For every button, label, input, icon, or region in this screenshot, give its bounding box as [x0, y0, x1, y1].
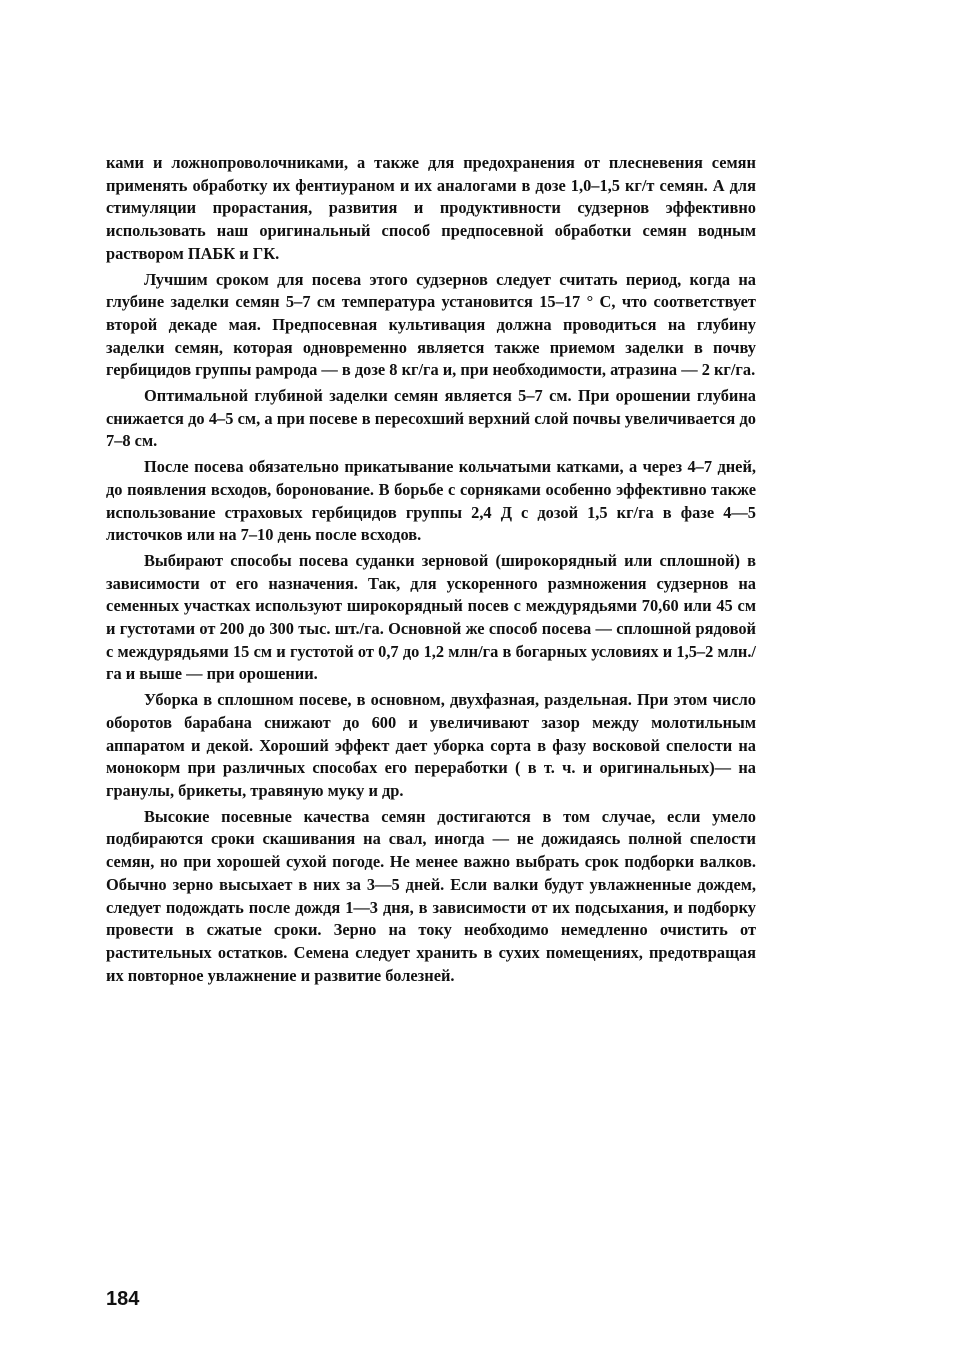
paragraph-5: Выбирают способы посева суданки зерновой (широкорядный или сплошной) в зависимости от его назначения. Так, для ускоренного размножения судзернов на семенных участках используют широкорядный посев с междурядьями 70,60 или 45 см и густотами от 200 до 300 тыс. шт./га. Основной же способ посева — сплошной рядовой с междурядьями 15 см и густотой от 0,7 до 1,2 млн/га в богарных условиях и 1,5–2 млн./га и выше — при орошении.: [106, 550, 756, 684]
paragraph-1: ками и ложнопроволочниками, а также для предохранения от плесневения семян применять обработку их фентиураном и их аналогами в дозе 1,0–1,5 кг/т семян. А для стимуляции прорастания, развития и продуктивности судзернов эффективно использовать наш оригинальный способ предпосевной обработки семян водным раствором ПАБК и ГК.: [106, 153, 756, 263]
paragraph-3: Оптимальной глубиной заделки семян является 5–7 см. При орошении глубина снижается до 4–5 см, а при посеве в пересохший верхний слой почвы увеличивается до 7–8 см.: [106, 386, 756, 451]
paragraph-2: Лучшим сроком для посева этого судзернов следует считать период, когда на глубине заделки семян 5–7 см температура установится 15–17 ° С, что соответствует второй декаде мая. Предпосевная культивация должна проводиться на глубину заделки семян, которая одновременно является также приемом заделки в почву гербицидов группы рамрода — в дозе 8 кг/га и, при необходимости, атразина — 2 кг/га.: [106, 269, 756, 380]
paragraph-6: Уборка в сплошном посеве, в основном, двухфазная, раздельная. При этом число оборотов барабана снижают до 600 и увеличивают зазор между молотильным аппаратом и декой. Хороший эффект дает уборка сорта в фазу восковой спелости на монокорм при различных способах его переработки ( в т. ч. и оригинальных)— на гранулы, брикеты, травяную муку и др.: [106, 690, 756, 800]
body-text: [106, 152, 756, 990]
paragraph-7: Высокие посевные качества семян достигаются в том случае, если умело подбираются сроки скашивания на свал, иногда — не дожидаясь полной спелости семян, но при хорошей сухой погоде. Не менее важно выбрать срок подборки валков. Обычно зерно высыхает в них за 3—5 дней. Если валки будут увлажненные дождем, следует подождать после дождя 1—3 дня, в зависимости от их подсыхания, и подборку провести в сжатые сроки. Зерно на току необходимо немедленно очистить от растительных остатков. Семена следует хранить в сухих помещениях, предотвращая их повторное увлажнение и развитие болезней.: [106, 806, 756, 985]
paragraph-4: После посева обязательно прикатывание кольчатыми катками, а через 4–7 дней, до появления всходов, боронование. В борьбе с сорняками особенно эффективно также использование страховых гербицидов группы 2,4 Д с дозой 1,5 кг/га в фазе 4—5 листочков или на 7–10 день после всходов.: [106, 457, 756, 545]
page-number: 184: [106, 1288, 140, 1310]
